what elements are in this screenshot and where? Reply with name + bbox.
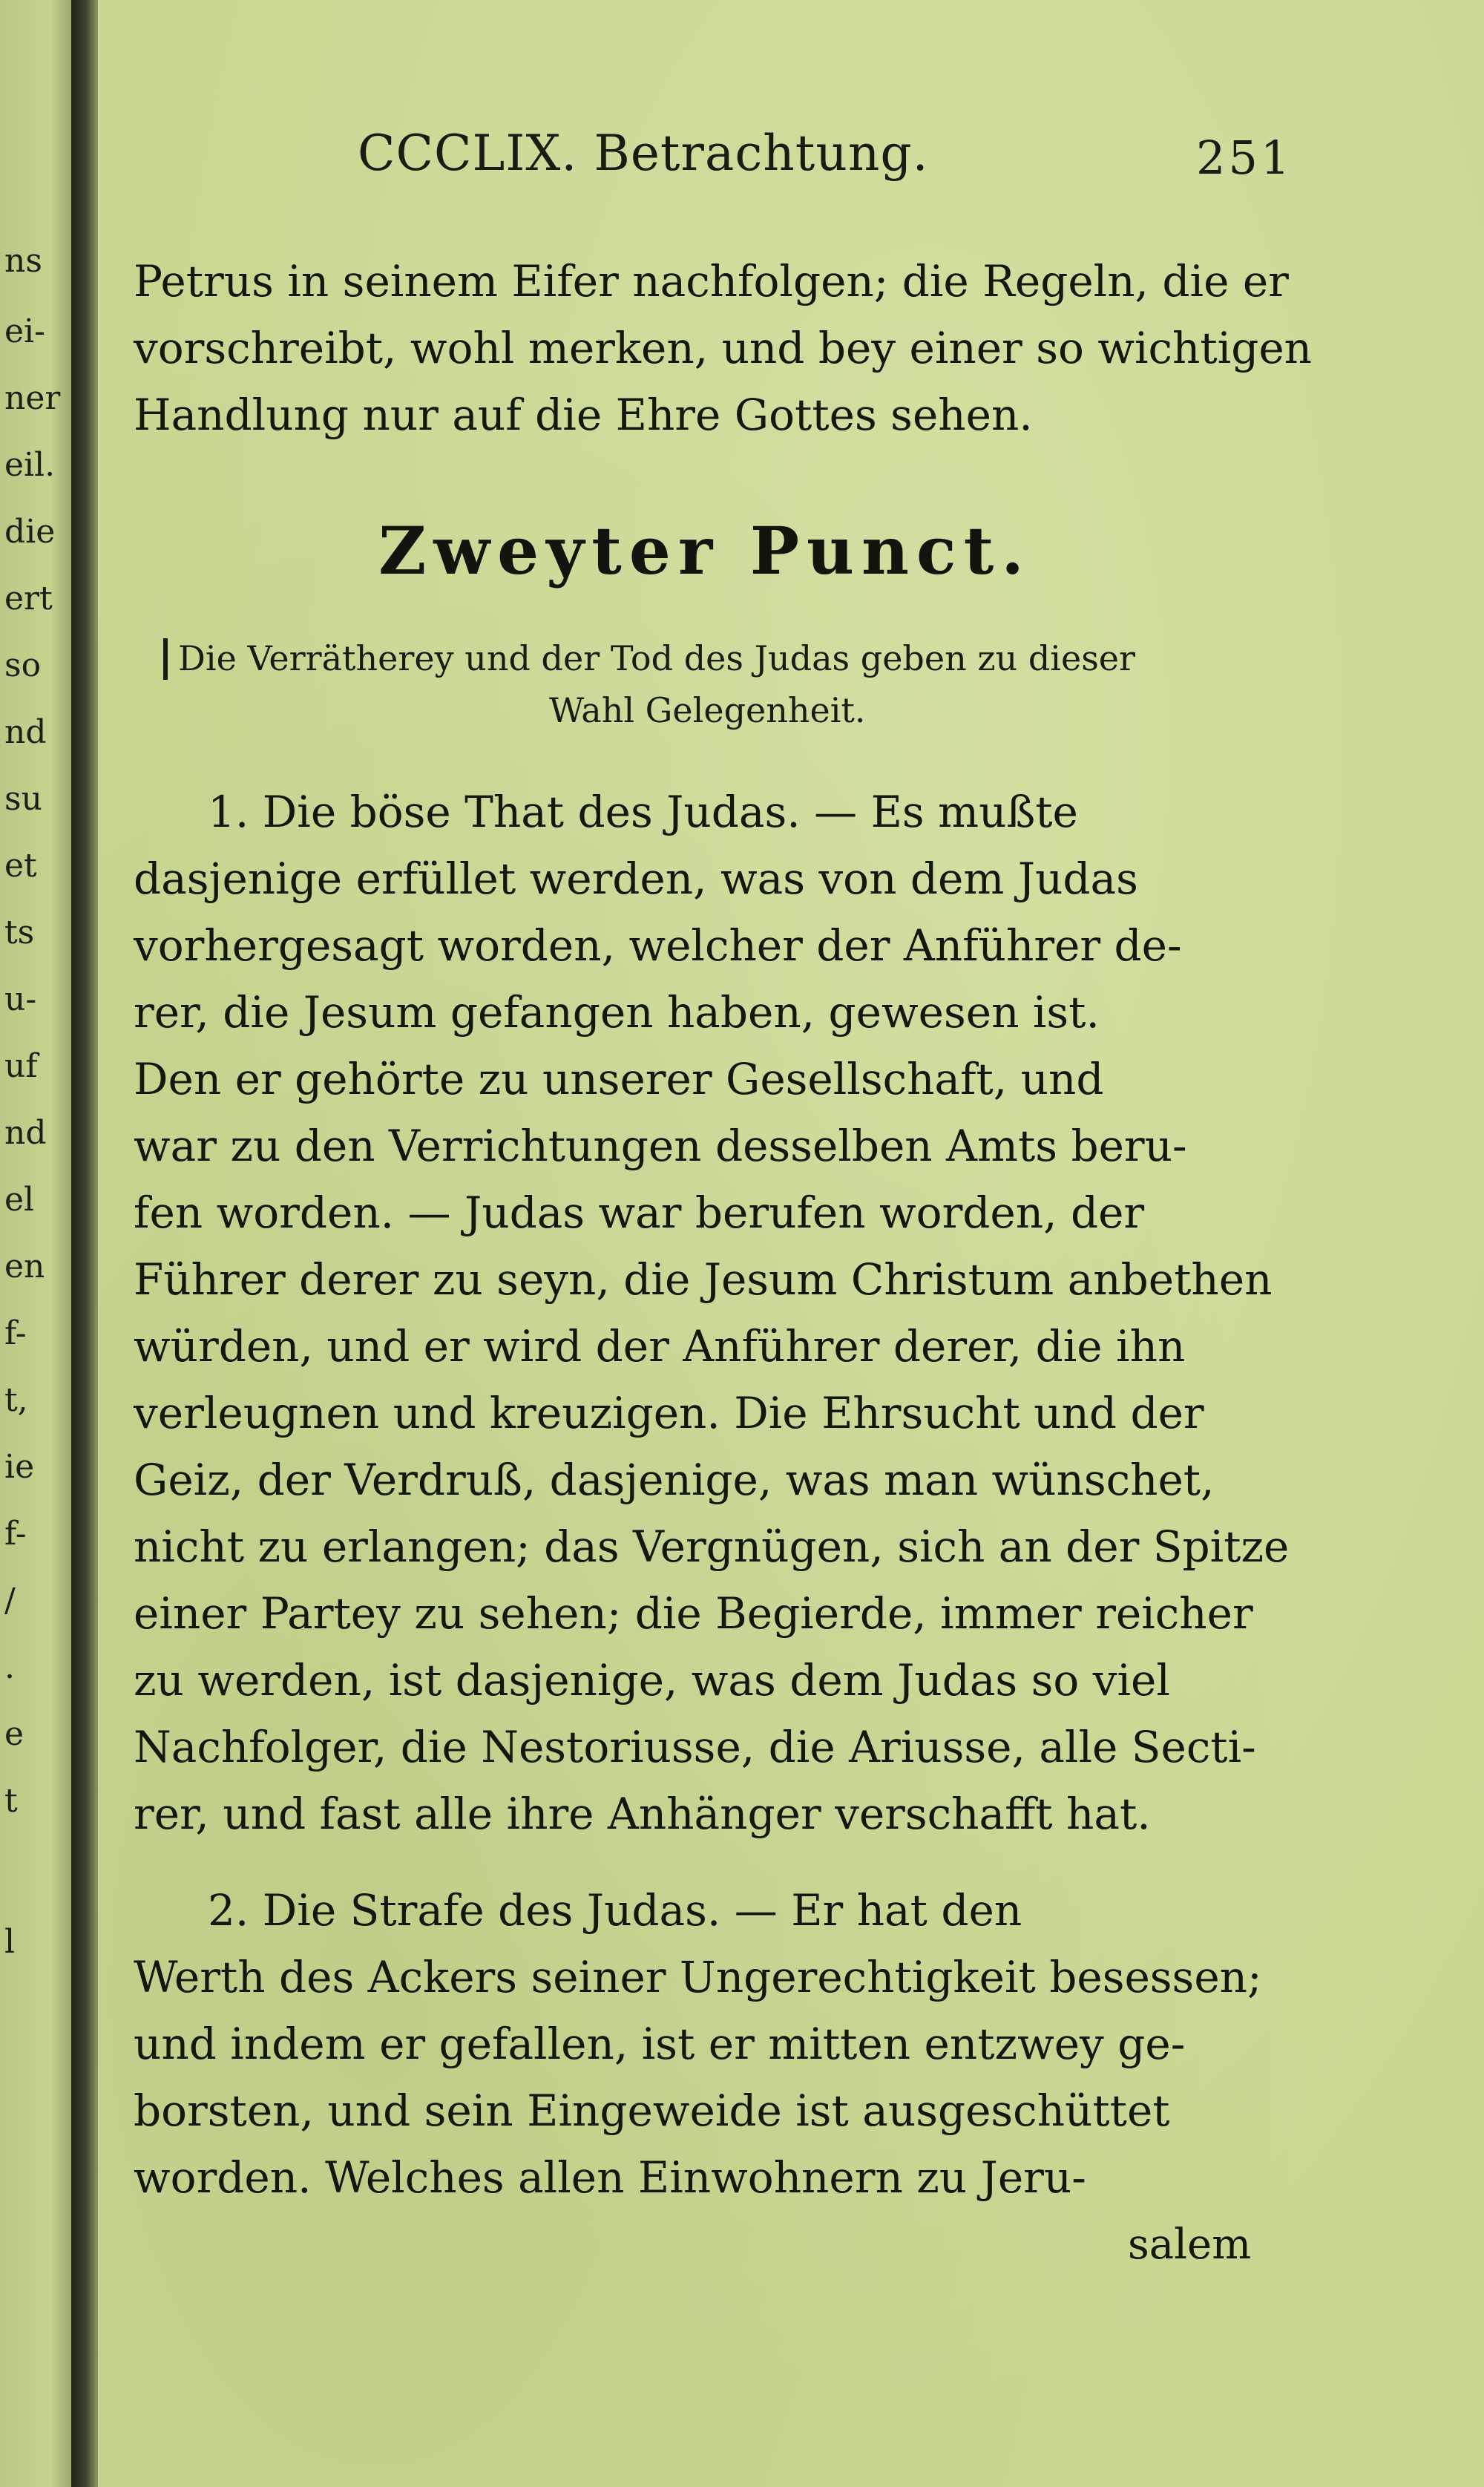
paragraph-line: rer, und fast alle ihre Anhänger verschafft hat. [134, 1789, 1151, 1839]
left-fragment: uf [4, 1047, 38, 1085]
summary-line: Die Verrätherey und der Tod des Judas geben zu dieser [178, 638, 1136, 678]
left-fragment: ie [4, 1448, 35, 1486]
section-heading: Zweyter Punct. [378, 512, 1031, 589]
left-fragment: ns [4, 242, 42, 280]
paragraph-line: dasjenige erfüllet werden, was von dem Judas [134, 853, 1138, 904]
paragraph-line: Werth des Ackers seiner Ungerechtigkeit besessen; [134, 1952, 1262, 2002]
catchword: salem [1128, 2221, 1252, 2269]
paragraph-line: war zu den Verrichtungen desselben Amts beru- [134, 1121, 1187, 1171]
left-fragment: die [4, 513, 56, 551]
page-body [134, 0, 1321, 2487]
left-fragment: / [4, 1582, 16, 1619]
paragraph-line: 2. Die Strafe des Judas. — Er hat den [208, 1885, 1022, 1936]
paragraph-line: Nachfolger, die Nestoriusse, die Ariusse, alle Secti- [134, 1722, 1256, 1772]
paragraph-line: fen worden. — Judas war berufen worden, der [134, 1187, 1145, 1238]
text-line: Petrus in seinem Eifer nachfolgen; die Regeln, die er [134, 256, 1289, 307]
left-fragment: . [4, 1648, 15, 1686]
left-fragment: t [4, 1782, 18, 1820]
left-fragment: et [4, 847, 37, 885]
paragraph-line: zu werden, ist dasjenige, was dem Judas so viel [134, 1655, 1170, 1705]
paragraph-line: vorhergesagt worden, welcher der Anführer de- [134, 920, 1182, 971]
left-fragment: nd [4, 713, 47, 751]
left-fragment: ner [4, 379, 61, 417]
left-fragment: el [4, 1181, 35, 1219]
paragraph-line: würden, und er wird der Anführer derer, die ihn [134, 1321, 1186, 1372]
paragraph-line: Geiz, der Verdruß, dasjenige, was man wünschet, [134, 1455, 1215, 1505]
paragraph-line: nicht zu erlangen; das Vergnügen, sich an der Spitze [134, 1521, 1290, 1572]
book-page [98, 0, 1484, 2487]
running-header-title: CCCLIX. Betrachtung. [358, 125, 929, 182]
paragraph-line: worden. Welches allen Einwohnern zu Jeru- [134, 2152, 1086, 2203]
left-fragment: ei- [4, 312, 45, 350]
paragraph-line: rer, die Jesum gefangen haben, gewesen ist. [134, 987, 1100, 1038]
left-fragment: f- [4, 1515, 27, 1553]
paragraph-line: Den er gehörte zu unserer Gesellschaft, und [134, 1054, 1104, 1104]
paragraph-line: 1. Die böse That des Judas. — Es mußte [208, 787, 1078, 837]
paragraph-line: borsten, und sein Eingeweide ist ausgeschüttet [134, 2085, 1170, 2136]
paragraph-line: Führer derer zu seyn, die Jesum Christum anbethen [134, 1254, 1273, 1305]
left-fragment: l [4, 1923, 16, 1961]
left-fragment: u- [4, 980, 37, 1018]
left-fragment: ert [4, 580, 53, 617]
left-fragment: e [4, 1715, 24, 1753]
left-fragment: eil. [4, 446, 56, 484]
left-fragment: f- [4, 1314, 27, 1352]
left-fragment: t, [4, 1381, 28, 1419]
book-gutter [71, 0, 98, 2487]
page-number: 251 [1196, 131, 1293, 185]
left-fragment: nd [4, 1114, 47, 1152]
text-line: vorschreibt, wohl merken, und bey einer so wichtigen [134, 323, 1313, 373]
left-fragment: ts [4, 914, 35, 951]
summary-line: Wahl Gelegenheit. [549, 690, 866, 730]
summary-bracket [163, 638, 168, 680]
text-line: Handlung nur auf die Ehre Gottes sehen. [134, 390, 1033, 440]
left-fragment: su [4, 780, 42, 818]
left-fragment: so [4, 646, 42, 684]
paragraph-line: einer Partey zu sehen; die Begierde, immer reicher [134, 1588, 1253, 1639]
adjacent-page-edge [0, 0, 71, 2487]
paragraph-line: und indem er gefallen, ist er mitten entzwey ge- [134, 2019, 1186, 2069]
paragraph-line: verleugnen und kreuzigen. Die Ehrsucht und der [134, 1388, 1204, 1438]
left-fragment: en [4, 1248, 45, 1285]
